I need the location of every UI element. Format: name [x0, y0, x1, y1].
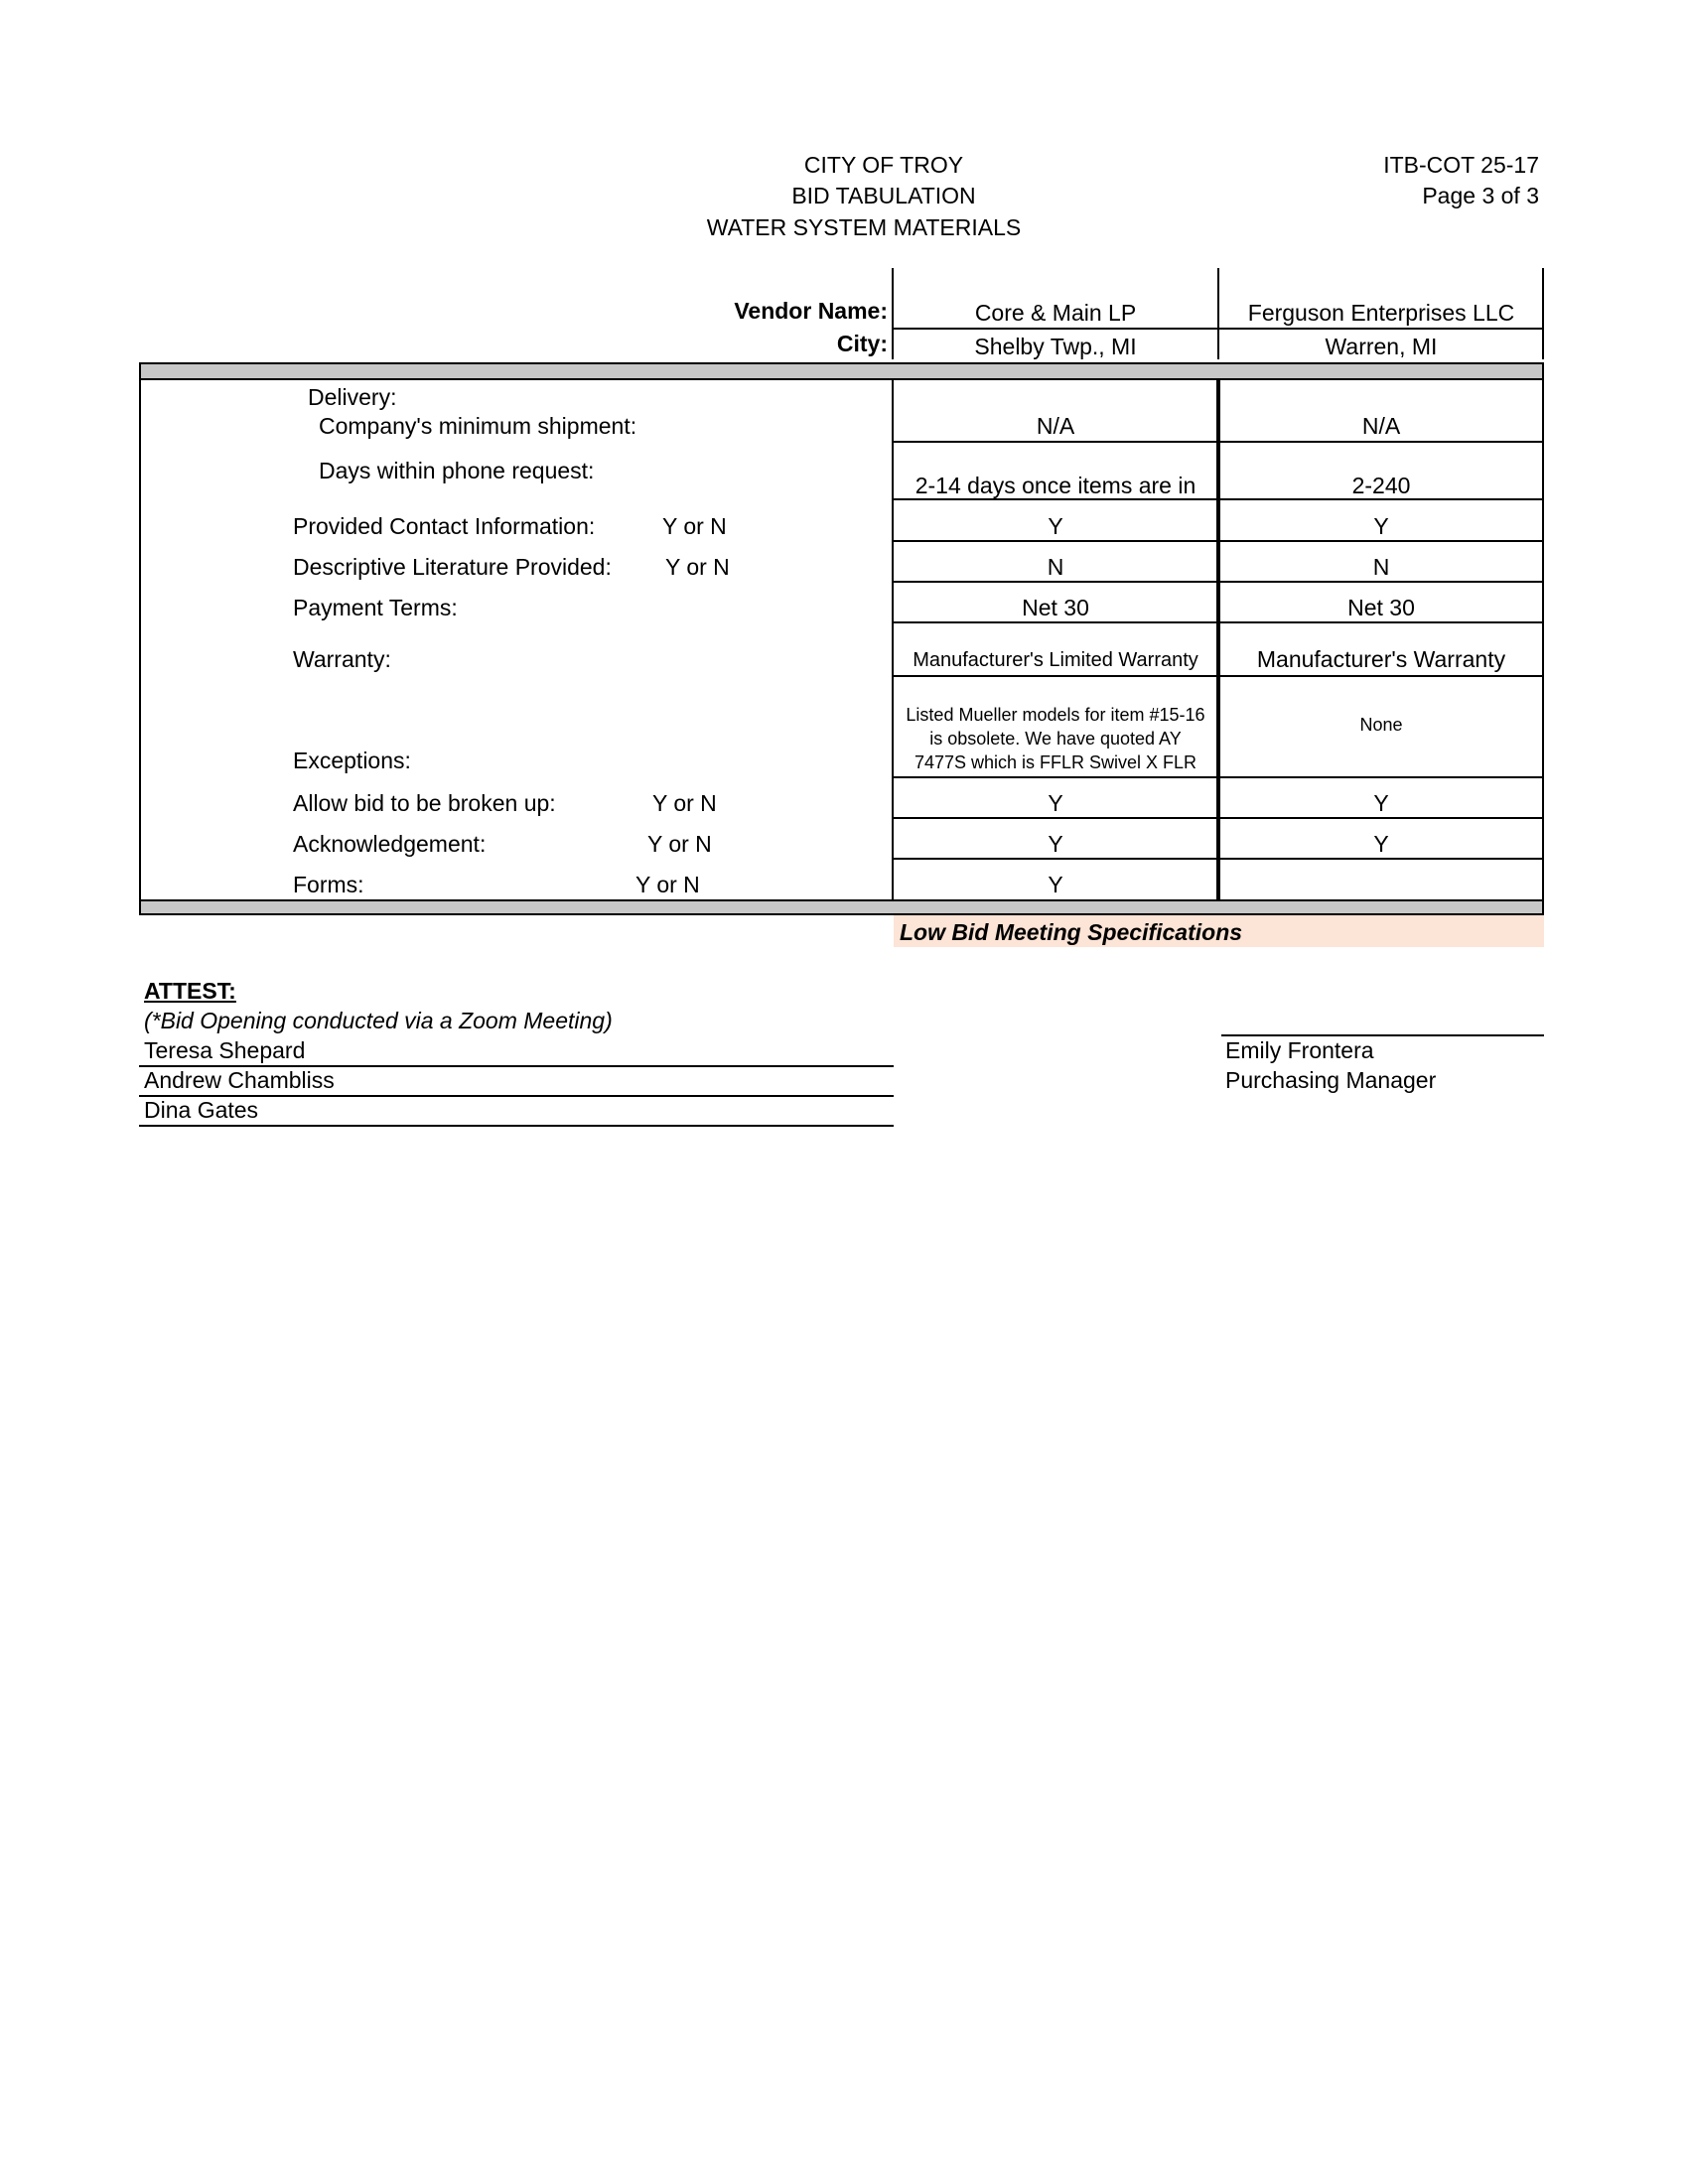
- signer-name: Emily Frontera: [1225, 1037, 1374, 1063]
- v2-payment: Net 30: [1347, 595, 1415, 620]
- vendor-2-name: Ferguson Enterprises LLC: [1247, 300, 1515, 326]
- v1-forms: Y: [1048, 872, 1063, 897]
- signer-title: Purchasing Manager: [1225, 1067, 1437, 1093]
- vendor-row-divider: [892, 328, 1544, 330]
- broken-up-option: Y or N: [652, 790, 717, 816]
- acknowledgement-label: Acknowledgement:: [293, 831, 487, 857]
- v2-literature: N: [1372, 554, 1390, 580]
- forms-label: Forms:: [293, 872, 364, 897]
- attest-name-2: Andrew Chambliss: [144, 1067, 335, 1093]
- literature-option: Y or N: [665, 554, 730, 580]
- contact-option: Y or N: [662, 513, 727, 539]
- attest-note: (*Bid Opening conducted via a Zoom Meeting): [144, 1008, 613, 1033]
- header-bid-tabulation: BID TABULATION: [791, 183, 976, 208]
- city-label: City:: [836, 331, 888, 356]
- acknowledgement-option: Y or N: [647, 831, 712, 857]
- table-right-border: [1542, 380, 1544, 899]
- exceptions-label: Exceptions:: [293, 748, 411, 773]
- contact-label: Provided Contact Information:: [293, 513, 596, 539]
- broken-up-label: Allow bid to be broken up:: [293, 790, 556, 816]
- header-city: CITY OF TROY: [803, 152, 964, 178]
- warranty-label: Warranty:: [293, 646, 391, 672]
- row-sep: [892, 581, 1544, 583]
- header-page: Page 3 of 3: [1422, 183, 1539, 208]
- row-sep: [892, 817, 1544, 819]
- attest-name-1: Teresa Shepard: [144, 1037, 306, 1063]
- v1-contact: Y: [1048, 513, 1063, 539]
- low-bid-label: Low Bid Meeting Specifications: [900, 919, 1243, 945]
- bottom-band: [139, 899, 1544, 915]
- attest-title: ATTEST:: [144, 978, 236, 1004]
- row-sep: [892, 498, 1544, 500]
- v2-warranty: Manufacturer's Warranty: [1256, 646, 1506, 672]
- v2-min-shipment: N/A: [1361, 413, 1401, 439]
- row-sep: [892, 675, 1544, 677]
- v1-exceptions-line-1: Listed Mueller models for item #15-16: [906, 705, 1205, 725]
- table-col-line-1: [892, 380, 894, 899]
- v1-min-shipment: N/A: [1036, 413, 1075, 439]
- v1-exceptions-line-3: 7477S which is FFLR Swivel X FLR: [914, 752, 1197, 772]
- delivery-label: Delivery:: [308, 384, 397, 410]
- signer-signature-line: [1221, 1034, 1544, 1036]
- vendor-name-label: Vendor Name:: [734, 298, 888, 324]
- payment-label: Payment Terms:: [293, 595, 458, 620]
- row-sep: [892, 858, 1544, 860]
- v1-days-phone: 2-14 days once items are in: [914, 473, 1196, 498]
- row-sep: [892, 776, 1544, 778]
- vendor-1-city: Shelby Twp., MI: [974, 334, 1137, 359]
- min-shipment-label: Company's minimum shipment:: [319, 413, 637, 439]
- v1-payment: Net 30: [1022, 595, 1089, 620]
- table-col-line-2: [1216, 380, 1220, 899]
- row-sep: [892, 441, 1544, 443]
- top-band: [139, 362, 1544, 380]
- days-phone-label: Days within phone request:: [319, 458, 595, 483]
- vendor-2-city: Warren, MI: [1325, 334, 1438, 359]
- v2-exceptions: None: [1359, 715, 1403, 735]
- v1-acknowledgement: Y: [1048, 831, 1063, 857]
- v2-contact: Y: [1373, 513, 1389, 539]
- table-left-border: [139, 380, 141, 899]
- v2-days-phone: 2-240: [1351, 473, 1411, 498]
- header-title: WATER SYSTEM MATERIALS: [706, 214, 1022, 240]
- forms-option: Y or N: [635, 872, 700, 897]
- v1-broken-up: Y: [1048, 790, 1063, 816]
- v2-acknowledgement: Y: [1373, 831, 1389, 857]
- v2-broken-up: Y: [1373, 790, 1389, 816]
- header-ref: ITB-COT 25-17: [1383, 152, 1539, 178]
- literature-label: Descriptive Literature Provided:: [293, 554, 612, 580]
- vendor-1-name: Core & Main LP: [974, 300, 1137, 326]
- v1-warranty: Manufacturer's Limited Warranty: [913, 649, 1198, 671]
- v1-exceptions-line-2: is obsolete. We have quoted AY: [929, 729, 1182, 749]
- row-sep: [892, 540, 1544, 542]
- row-sep: [892, 621, 1544, 623]
- attest-name-3: Dina Gates: [144, 1097, 259, 1123]
- attest-signature-line: [139, 1125, 894, 1127]
- v1-literature: N: [1047, 554, 1064, 580]
